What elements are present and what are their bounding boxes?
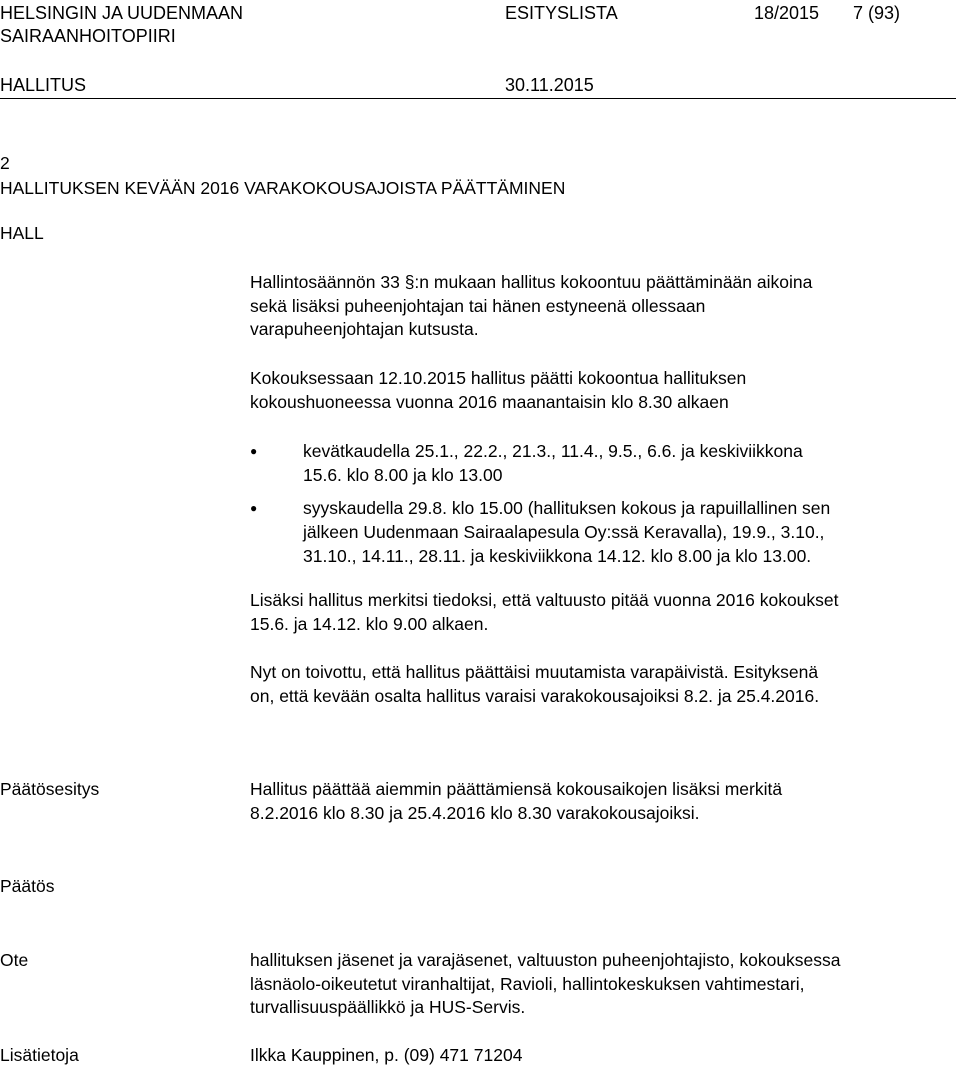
bullet-autumn-line2: jälkeen Uudenmaan Sairaalapesula Oy:ssä Keravalla), 19.9., 3.10.,	[303, 522, 825, 542]
doc-type: ESITYSLISTA	[505, 3, 618, 23]
text-line: Nyt on toivottu, että hallitus päättäisi muutamista varapäivistä. Esityksenä	[250, 662, 819, 682]
extract-recipients	[250, 949, 950, 1020]
text-line: kokoushuoneessa vuonna 2016 maanantaisin klo 8.30 alkaen	[250, 391, 729, 412]
item-number: 2	[0, 153, 10, 173]
text-line: Lisäksi hallitus merkitsi tiedoksi, että valtuusto pitää vuonna 2016 kokoukset	[250, 590, 839, 610]
org-name-line1: HELSINGIN JA UUDENMAAN	[0, 3, 244, 23]
item-code: HALL	[0, 223, 44, 243]
info-contact: Ilkka Kauppinen, p. (09) 471 71204	[250, 1045, 523, 1065]
meeting-date: 30.11.2015	[505, 75, 594, 95]
proposal-text	[250, 778, 950, 825]
info-label: Lisätietoja	[0, 1045, 79, 1065]
text-line: 15.6. ja 14.12. klo 9.00 alkaen.	[250, 613, 489, 634]
bullet-autumn-line3: 31.10., 14.11., 28.11. ja keskiviikkona 14.12. klo 8.00 ja klo 13.00.	[303, 546, 812, 566]
extract-label: Ote	[0, 950, 29, 970]
item-title: HALLITUKSEN KEVÄÄN 2016 VARAKOKOUSAJOISTA PÄÄTTÄMINEN	[0, 178, 566, 198]
text-line: sekä lisäksi puheenjohtajan tai hänen estyneenä ollessaan	[250, 295, 706, 316]
text-line: hallituksen jäsenet ja varajäsenet, valtuuston puheenjohtajisto, kokouksessa	[250, 950, 841, 970]
governing-body: HALLITUS	[0, 75, 87, 95]
proposal-label: Päätösesitys	[0, 779, 100, 799]
bullet-spring-line1: kevätkaudella 25.1., 22.2., 21.3., 11.4., 9.5., 6.6. ja keskiviikkona	[303, 441, 803, 461]
text-line: 8.2.2016 klo 8.30 ja 25.4.2016 klo 8.30 varakokousajoiksi.	[250, 802, 700, 823]
header-divider	[0, 98, 956, 99]
paragraph-rules	[250, 271, 950, 342]
bullet-autumn-line1: syyskaudella 29.8. klo 15.00 (hallituksen kokous ja rapuillallinen sen	[303, 498, 831, 518]
text-line: Hallitus päättää aiemmin päättämiensä kokousaikojen lisäksi merkitä	[250, 779, 783, 799]
doc-number: 18/2015	[754, 3, 820, 23]
paragraph-council-meetings	[250, 589, 950, 636]
page-number: 7 (93)	[853, 3, 901, 23]
paragraph-proposal-background	[250, 661, 950, 708]
decision-label: Päätös	[0, 876, 55, 896]
text-line: Hallintosäännön 33 §:n mukaan hallitus kokoontuu päättäminään aikoina	[250, 272, 813, 292]
text-line: turvallisuuspäällikkö ja HUS-Servis.	[250, 997, 526, 1017]
text-line: varapuheenjohtajan kutsusta.	[250, 319, 479, 339]
bullet-dot-icon: ●	[250, 501, 258, 515]
bullet-dot-icon: ●	[250, 444, 258, 458]
paragraph-meeting-decision	[250, 367, 950, 414]
text-line: läsnäolo-oikeutetut viranhaltijat, Ravioli, hallintokeskuksen vahtimestari,	[250, 973, 805, 994]
bullet-spring-line2: 15.6. klo 8.00 ja klo 13.00	[303, 465, 503, 485]
text-line: on, että kevään osalta hallitus varaisi varakokousajoiksi 8.2. ja 25.4.2016.	[250, 685, 820, 706]
org-name-line2: SAIRAANHOITOPIIRI	[0, 26, 176, 46]
text-line: Kokouksessaan 12.10.2015 hallitus päätti kokoontua hallituksen	[250, 368, 747, 388]
